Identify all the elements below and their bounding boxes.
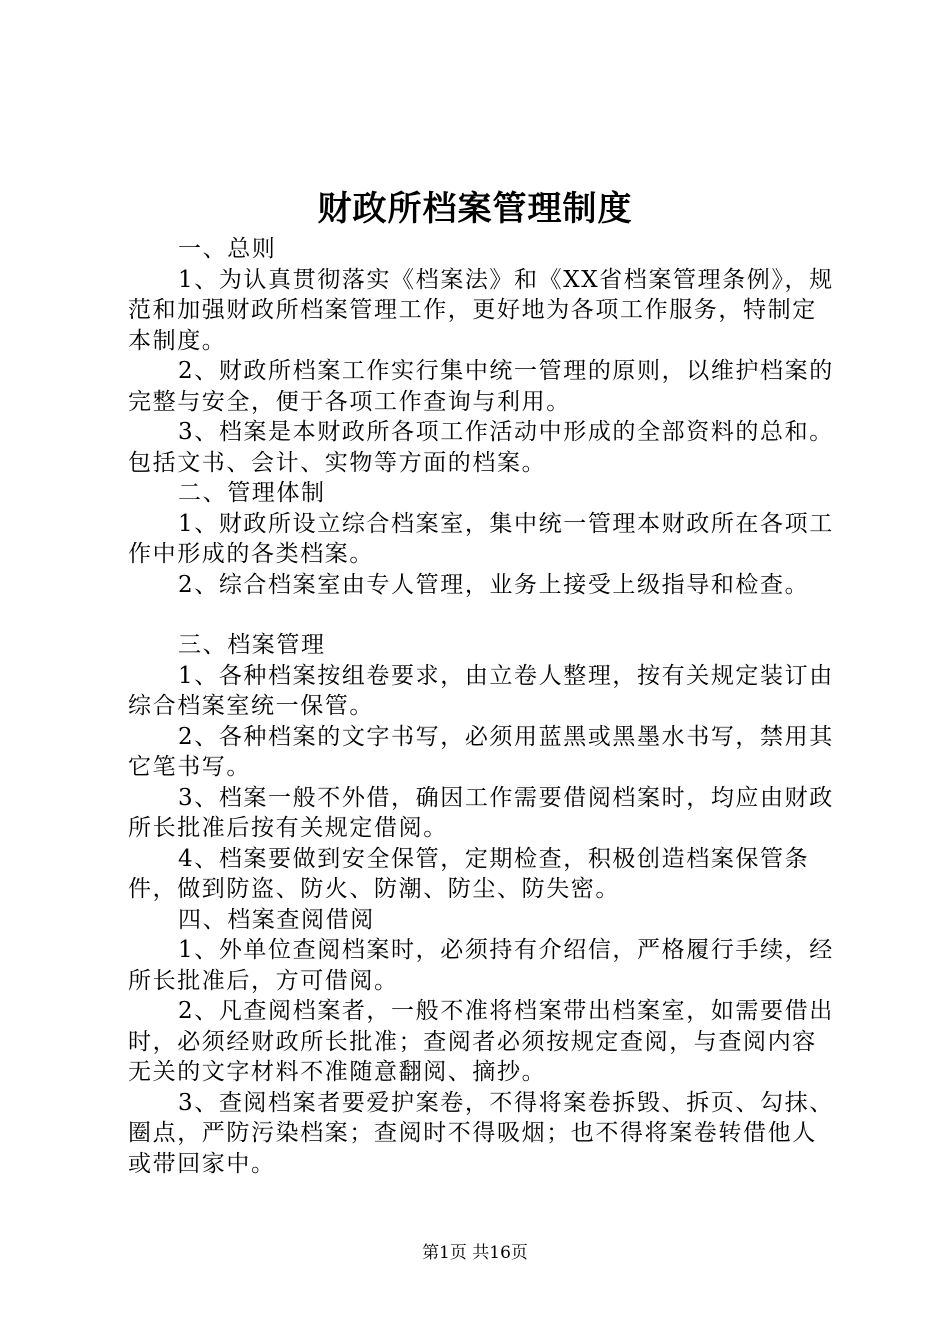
paragraph: 2、凡查阅档案者，一般不准将档案带出档案室，如需要借出时，必须经财政所长批准；查阅者必须按规定查阅，与查阅内容无关的文字材料不准随意翻阅、摘抄。: [128, 998, 834, 1085]
paragraph: 1、外单位查阅档案时，必须持有介绍信，严格履行手续，经所长批准后，方可借阅。: [128, 937, 834, 994]
paragraph: 1、财政所设立综合档案室，集中统一管理本财政所在各项工作中形成的各类档案。: [128, 510, 834, 567]
paragraph: 1、为认真贯彻落实《档案法》和《XX省档案管理条例》，规范和加强财政所档案管理工作，更好地为各项工作服务，特制定本制度。: [128, 266, 834, 354]
document-title: 财政所档案管理制度: [317, 189, 633, 229]
section-heading: 四、档案查阅借阅: [178, 906, 375, 933]
paragraph: 2、各种档案的文字书写，必须用蓝黑或黑墨水书写，禁用其它笔书写。: [128, 723, 834, 780]
section-heading: 二、管理体制: [178, 480, 326, 506]
section-heading: 一、总则: [178, 236, 277, 262]
document-body: [128, 234, 840, 1179]
paragraph: 1、各种档案按组卷要求，由立卷人整理，按有关规定装订由综合档案室统一保管。: [128, 662, 834, 719]
paragraph: 2、综合档案室由专人管理，业务上接受上级指导和检查。: [178, 571, 810, 598]
section-general: [128, 234, 840, 478]
paragraph: 2、财政所档案工作实行集中统一管理的原则，以维护档案的完整与安全，便于各项工作查询与利用。: [128, 358, 834, 415]
page-footer: 第1页 共16页: [422, 1243, 528, 1263]
paragraph: 3、档案是本财政所各项工作活动中形成的全部资料的总和。包括文书、会计、实物等方面的档案。: [128, 419, 834, 476]
section-heading: 三、档案管理: [178, 632, 326, 658]
paragraph: 3、档案一般不外借，确因工作需要借阅档案时，均应由财政所长批准后按有关规定借阅。: [128, 784, 834, 841]
blank-line: [128, 600, 840, 630]
section-archive-lending: [128, 905, 840, 1180]
paragraph: 3、查阅档案者要爱护案卷，不得将案卷拆毁、拆页、勾抹、圈点，严防污染档案；查阅时不得吸烟；也不得将案卷转借他人或带回家中。: [128, 1089, 834, 1177]
paragraph: 4、档案要做到安全保管，定期检查，积极创造档案保管条件，做到防盗、防火、防潮、防尘、防失密。: [128, 845, 810, 902]
section-management-system: [128, 478, 840, 600]
section-archive-management: [128, 630, 840, 905]
